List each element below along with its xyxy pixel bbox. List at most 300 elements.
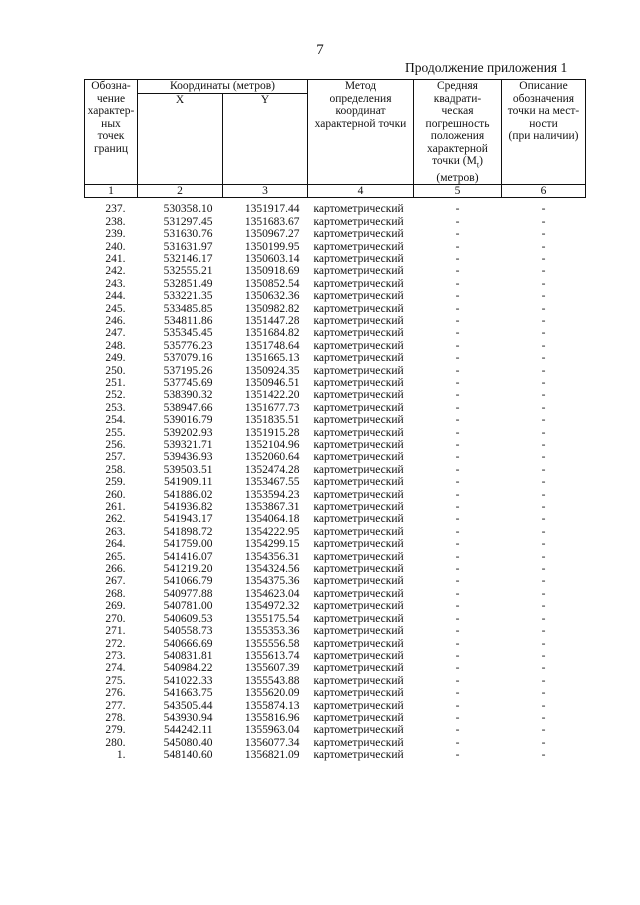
- cell-method: картометрический: [313, 401, 404, 414]
- cell-description: -: [541, 563, 546, 576]
- table-row: [85, 402, 586, 414]
- column-number-1: 1: [85, 185, 138, 198]
- cell-mean-error: -: [455, 327, 460, 340]
- cell-method: картометрический: [313, 339, 404, 352]
- cell-coord-y: 1354324.56: [244, 563, 300, 576]
- table-row: [85, 675, 586, 687]
- cell-coord-y: 1351447.28: [244, 314, 300, 327]
- cell-coord-x: 533485.85: [163, 302, 213, 315]
- cell-point-id: 264.: [105, 538, 126, 551]
- cell-coord-y: 1353594.23: [244, 488, 300, 501]
- cell-description: -: [541, 687, 546, 700]
- cell-coord-x: 543930.94: [163, 711, 213, 724]
- cell-method: картометрический: [313, 538, 404, 551]
- cell-mean-error: -: [455, 352, 460, 365]
- cell-coord-y: 1355874.13: [244, 699, 300, 712]
- cell-method: картометрический: [313, 376, 404, 389]
- cell-mean-error: -: [455, 314, 460, 327]
- cell-point-id: 238.: [105, 215, 126, 228]
- cell-method: картометрический: [313, 265, 404, 278]
- cell-point-id: 256.: [105, 439, 126, 452]
- cell-coord-y: 1355543.88: [244, 674, 300, 687]
- cell-coord-y: 1355963.04: [244, 724, 300, 737]
- cell-coord-x: 531631.97: [163, 240, 213, 253]
- table-row: [85, 638, 586, 650]
- cell-method: картометрический: [313, 302, 404, 315]
- cell-point-id: 280.: [105, 736, 126, 749]
- cell-method: картометрический: [313, 724, 404, 737]
- cell-point-id: 273.: [105, 649, 126, 662]
- cell-method: картометрический: [313, 625, 404, 638]
- cell-method: картометрический: [313, 352, 404, 365]
- cell-coord-x: 541022.33: [163, 674, 213, 687]
- cell-description: -: [541, 600, 546, 613]
- cell-mean-error: -: [455, 290, 460, 303]
- cell-mean-error: -: [455, 687, 460, 700]
- cell-method: картометрический: [313, 426, 404, 439]
- cell-point-id: 275.: [105, 674, 126, 687]
- cell-method: картометрический: [313, 389, 404, 402]
- table-row: [85, 315, 586, 327]
- cell-method: картометрический: [313, 600, 404, 613]
- cell-point-id: 243.: [105, 277, 126, 290]
- header-description: [502, 80, 586, 185]
- cell-description: -: [541, 339, 546, 352]
- cell-description: -: [541, 352, 546, 365]
- cell-method: картометрический: [313, 575, 404, 588]
- cell-description: -: [541, 575, 546, 588]
- cell-method: картометрический: [313, 228, 404, 241]
- cell-method: картометрический: [313, 414, 404, 427]
- cell-point-id: 276.: [105, 687, 126, 700]
- cell-mean-error: -: [455, 538, 460, 551]
- cell-point-id: 250.: [105, 364, 126, 377]
- cell-method: картометрический: [313, 699, 404, 712]
- cell-coord-x: 541886.02: [163, 488, 213, 501]
- cell-coord-x: 541663.75: [163, 687, 213, 700]
- cell-mean-error: -: [455, 476, 460, 489]
- cell-point-id: 1.: [116, 749, 126, 762]
- cell-coord-y: 1351915.28: [244, 426, 300, 439]
- cell-point-id: 254.: [105, 414, 126, 427]
- cell-point-id: 263.: [105, 525, 126, 538]
- cell-mean-error: -: [455, 711, 460, 724]
- cell-mean-error: -: [455, 699, 460, 712]
- cell-mean-error: -: [455, 203, 460, 216]
- table-row: [85, 278, 586, 290]
- cell-mean-error: -: [455, 339, 460, 352]
- cell-description: -: [541, 228, 546, 241]
- cell-description: -: [541, 401, 546, 414]
- cell-point-id: 242.: [105, 265, 126, 278]
- table-row: [85, 228, 586, 240]
- cell-description: -: [541, 587, 546, 600]
- cell-coord-x: 545080.40: [163, 736, 213, 749]
- table-row: [85, 377, 586, 389]
- cell-coord-y: 1354222.95: [244, 525, 300, 538]
- cell-coord-x: 541759.00: [163, 538, 213, 551]
- cell-coord-y: 1354356.31: [244, 550, 300, 563]
- cell-description: -: [541, 625, 546, 638]
- cell-method: картометрический: [313, 749, 404, 762]
- cell-mean-error: -: [455, 550, 460, 563]
- cell-mean-error: -: [455, 265, 460, 278]
- cell-mean-error: -: [455, 389, 460, 402]
- table-row: [85, 513, 586, 525]
- table-row: [85, 588, 586, 600]
- cell-point-id: 246.: [105, 314, 126, 327]
- cell-method: картометрический: [313, 587, 404, 600]
- cell-description: -: [541, 314, 546, 327]
- cell-coord-x: 541898.72: [163, 525, 213, 538]
- header-method-text: Метод определения координат характерной точки: [314, 80, 407, 130]
- header-error: [414, 80, 502, 185]
- table-row: [85, 625, 586, 637]
- cell-mean-error: -: [455, 376, 460, 389]
- cell-coord-y: 1355556.58: [244, 637, 300, 650]
- table-row: [85, 198, 586, 216]
- cell-method: картометрический: [313, 203, 404, 216]
- continuation-note: Продолжение приложения 1: [405, 60, 568, 75]
- header-y: Y: [223, 94, 308, 185]
- cell-description: -: [541, 501, 546, 514]
- cell-coord-y: 1355607.39: [244, 662, 300, 675]
- table-row: [85, 389, 586, 401]
- cell-description: -: [541, 736, 546, 749]
- cell-description: -: [541, 711, 546, 724]
- boundary-points-table: [84, 79, 586, 762]
- cell-point-id: 257.: [105, 451, 126, 464]
- table-row: [85, 563, 586, 575]
- cell-point-id: 245.: [105, 302, 126, 315]
- cell-description: -: [541, 674, 546, 687]
- cell-coord-y: 1353867.31: [244, 501, 300, 514]
- cell-point-id: 262.: [105, 513, 126, 526]
- cell-point-id: 260.: [105, 488, 126, 501]
- page-number: 7: [316, 42, 324, 58]
- cell-mean-error: -: [455, 625, 460, 638]
- cell-point-id: 252.: [105, 389, 126, 402]
- cell-point-id: 248.: [105, 339, 126, 352]
- cell-description: -: [541, 749, 546, 762]
- cell-method: картометрический: [313, 711, 404, 724]
- cell-description: -: [541, 265, 546, 278]
- cell-mean-error: -: [455, 215, 460, 228]
- cell-coord-y: 1354375.36: [244, 575, 300, 588]
- cell-description: -: [541, 488, 546, 501]
- cell-coord-x: 537079.16: [163, 352, 213, 365]
- cell-coord-y: 1352474.28: [244, 463, 300, 476]
- cell-coord-y: 1351683.67: [244, 215, 300, 228]
- table-row: [85, 551, 586, 563]
- cell-coord-x: 541066.79: [163, 575, 213, 588]
- table-row: [85, 687, 586, 699]
- cell-description: -: [541, 612, 546, 625]
- cell-coord-y: 1350924.35: [244, 364, 300, 377]
- cell-mean-error: -: [455, 240, 460, 253]
- cell-coord-x: 541416.07: [163, 550, 213, 563]
- cell-coord-y: 1350199.95: [244, 240, 300, 253]
- cell-point-id: 241.: [105, 252, 126, 265]
- cell-coord-x: 540831.81: [163, 649, 213, 662]
- cell-coord-x: 540781.00: [163, 600, 213, 613]
- column-number-2: 2: [138, 185, 223, 198]
- cell-coord-x: 535776.23: [163, 339, 213, 352]
- table-row: [85, 352, 586, 364]
- cell-method: картометрический: [313, 364, 404, 377]
- cell-coord-y: 1355816.96: [244, 711, 300, 724]
- cell-method: картометрический: [313, 736, 404, 749]
- cell-coord-y: 1351748.64: [244, 339, 300, 352]
- cell-mean-error: -: [455, 364, 460, 377]
- cell-method: картометрический: [313, 327, 404, 340]
- table-row: [85, 600, 586, 612]
- cell-method: картометрический: [313, 463, 404, 476]
- cell-coord-y: 1350632.36: [244, 290, 300, 303]
- cell-point-id: 272.: [105, 637, 126, 650]
- cell-mean-error: -: [455, 662, 460, 675]
- table-row: [85, 538, 586, 550]
- cell-mean-error: -: [455, 451, 460, 464]
- column-number-6: 6: [502, 185, 586, 198]
- table-row: [85, 414, 586, 426]
- cell-description: -: [541, 451, 546, 464]
- cell-point-id: 247.: [105, 327, 126, 340]
- cell-mean-error: -: [455, 488, 460, 501]
- cell-mean-error: -: [455, 563, 460, 576]
- cell-description: -: [541, 327, 546, 340]
- cell-coord-x: 539436.93: [163, 451, 213, 464]
- cell-coord-y: 1351917.44: [244, 203, 300, 216]
- cell-point-id: 255.: [105, 426, 126, 439]
- cell-coord-y: 1355175.54: [244, 612, 300, 625]
- table-row: [85, 241, 586, 253]
- table-row: [85, 613, 586, 625]
- cell-mean-error: -: [455, 637, 460, 650]
- cell-description: -: [541, 463, 546, 476]
- table-row: [85, 216, 586, 228]
- cell-coord-x: 541219.20: [163, 563, 213, 576]
- table-row: [85, 427, 586, 439]
- cell-mean-error: -: [455, 426, 460, 439]
- table-row: [85, 303, 586, 315]
- cell-coord-y: 1356821.09: [244, 749, 300, 762]
- cell-method: картометрический: [313, 612, 404, 625]
- cell-coord-x: 539016.79: [163, 414, 213, 427]
- cell-coord-x: 531630.76: [163, 228, 213, 241]
- cell-point-id: 253.: [105, 401, 126, 414]
- cell-coord-y: 1351677.73: [244, 401, 300, 414]
- cell-method: картометрический: [313, 525, 404, 538]
- cell-point-id: 259.: [105, 476, 126, 489]
- cell-method: картометрический: [313, 563, 404, 576]
- cell-coord-x: 539503.51: [163, 463, 213, 476]
- header-method: [308, 80, 414, 185]
- cell-coord-x: 539202.93: [163, 426, 213, 439]
- cell-mean-error: -: [455, 749, 460, 762]
- table-row: [85, 526, 586, 538]
- cell-description: -: [541, 476, 546, 489]
- cell-mean-error: -: [455, 587, 460, 600]
- table-row: [85, 712, 586, 724]
- cell-description: -: [541, 389, 546, 402]
- cell-mean-error: -: [455, 501, 460, 514]
- cell-method: картометрический: [313, 550, 404, 563]
- cell-coord-x: 535345.45: [163, 327, 213, 340]
- table-row: [85, 575, 586, 587]
- cell-point-id: 244.: [105, 290, 126, 303]
- header-designation: [85, 80, 138, 185]
- cell-coord-y: 1355620.09: [244, 687, 300, 700]
- table-row: [85, 464, 586, 476]
- cell-point-id: 278.: [105, 711, 126, 724]
- cell-point-id: 265.: [105, 550, 126, 563]
- cell-method: картометрический: [313, 637, 404, 650]
- cell-description: -: [541, 439, 546, 452]
- header-description-text: Описание обозначения точки на мест- ности (при наличии): [507, 80, 580, 142]
- cell-description: -: [541, 277, 546, 290]
- table-row: [85, 253, 586, 265]
- cell-coord-y: 1354623.04: [244, 587, 300, 600]
- cell-mean-error: -: [455, 575, 460, 588]
- cell-coord-y: 1350918.69: [244, 265, 300, 278]
- cell-point-id: 271.: [105, 625, 126, 638]
- cell-coord-x: 541909.11: [164, 476, 213, 489]
- header-error-text: Средняя квадрати- ческая погрешность положения характерной точки $(M_t)$ (метров): [425, 80, 490, 184]
- cell-point-id: 249.: [105, 352, 126, 365]
- cell-coord-x: 532555.21: [163, 265, 213, 278]
- cell-coord-y: 1351422.20: [244, 389, 300, 402]
- table-row: [85, 365, 586, 377]
- cell-method: картометрический: [313, 662, 404, 675]
- cell-method: картометрический: [313, 488, 404, 501]
- cell-description: -: [541, 215, 546, 228]
- cell-point-id: 279.: [105, 724, 126, 737]
- cell-coord-x: 532146.17: [163, 252, 213, 265]
- table-row: [85, 439, 586, 451]
- header-x: X: [138, 94, 223, 185]
- cell-coord-x: 534811.86: [164, 314, 213, 327]
- cell-point-id: 239.: [105, 228, 126, 241]
- cell-mean-error: -: [455, 612, 460, 625]
- cell-mean-error: -: [455, 439, 460, 452]
- cell-method: картометрический: [313, 674, 404, 687]
- cell-coord-y: 1352104.96: [244, 439, 300, 452]
- cell-mean-error: -: [455, 302, 460, 315]
- cell-point-id: 261.: [105, 501, 126, 514]
- cell-coord-y: 1354972.32: [244, 600, 300, 613]
- table-row: [85, 340, 586, 352]
- column-number-5: 5: [414, 185, 502, 198]
- cell-coord-x: 541936.82: [163, 501, 213, 514]
- cell-coord-y: 1354064.18: [244, 513, 300, 526]
- cell-method: картометрический: [313, 277, 404, 290]
- cell-coord-y: 1352060.64: [244, 451, 300, 464]
- table-row: [85, 650, 586, 662]
- table-row: [85, 700, 586, 712]
- cell-mean-error: -: [455, 277, 460, 290]
- cell-method: картометрический: [313, 252, 404, 265]
- cell-mean-error: -: [455, 724, 460, 737]
- cell-coord-x: 532851.49: [163, 277, 213, 290]
- cell-coord-x: 540984.22: [163, 662, 213, 675]
- cell-description: -: [541, 513, 546, 526]
- cell-description: -: [541, 649, 546, 662]
- cell-description: -: [541, 290, 546, 303]
- cell-coord-x: 531297.45: [163, 215, 213, 228]
- cell-coord-y: 1356077.34: [244, 736, 300, 749]
- cell-description: -: [541, 699, 546, 712]
- cell-mean-error: -: [455, 600, 460, 613]
- cell-method: картометрический: [313, 687, 404, 700]
- cell-point-id: 237.: [105, 203, 126, 216]
- cell-description: -: [541, 414, 546, 427]
- cell-point-id: 251.: [105, 376, 126, 389]
- cell-point-id: 267.: [105, 575, 126, 588]
- cell-point-id: 274.: [105, 662, 126, 675]
- cell-method: картометрический: [313, 649, 404, 662]
- cell-coord-y: 1353467.55: [244, 476, 300, 489]
- cell-description: -: [541, 203, 546, 216]
- cell-description: -: [541, 662, 546, 675]
- table-row: [85, 451, 586, 463]
- cell-mean-error: -: [455, 401, 460, 414]
- cell-description: -: [541, 525, 546, 538]
- table-row: [85, 501, 586, 513]
- cell-coord-y: 1351835.51: [244, 414, 300, 427]
- cell-coord-y: 1351665.13: [244, 352, 300, 365]
- cell-mean-error: -: [455, 513, 460, 526]
- cell-method: картометрический: [313, 501, 404, 514]
- table-row: [85, 327, 586, 339]
- cell-coord-x: 539321.71: [163, 439, 213, 452]
- table-row: [85, 476, 586, 488]
- cell-mean-error: -: [455, 736, 460, 749]
- cell-point-id: 277.: [105, 699, 126, 712]
- cell-mean-error: -: [455, 463, 460, 476]
- cell-coord-x: 544242.11: [164, 724, 213, 737]
- cell-description: -: [541, 364, 546, 377]
- cell-coord-y: 1350603.14: [244, 252, 300, 265]
- cell-description: -: [541, 724, 546, 737]
- cell-description: -: [541, 252, 546, 265]
- cell-point-id: 266.: [105, 563, 126, 576]
- cell-coord-x: 533221.35: [163, 290, 213, 303]
- cell-description: -: [541, 426, 546, 439]
- cell-point-id: 240.: [105, 240, 126, 253]
- cell-coord-y: 1355353.36: [244, 625, 300, 638]
- cell-coord-y: 1350946.51: [244, 376, 300, 389]
- cell-coord-x: 541943.17: [163, 513, 213, 526]
- cell-method: картометрический: [313, 215, 404, 228]
- cell-coord-y: 1355613.74: [244, 649, 300, 662]
- cell-mean-error: -: [455, 674, 460, 687]
- cell-coord-x: 537745.69: [163, 376, 213, 389]
- cell-mean-error: -: [455, 228, 460, 241]
- column-numbers-row: [85, 185, 586, 198]
- cell-coord-x: 543505.44: [163, 699, 213, 712]
- cell-description: -: [541, 538, 546, 551]
- table-row: [85, 290, 586, 302]
- cell-description: -: [541, 550, 546, 563]
- table-row: [85, 724, 586, 736]
- cell-coord-x: 530358.10: [163, 203, 213, 216]
- cell-method: картометрический: [313, 290, 404, 303]
- cell-method: картометрический: [313, 439, 404, 452]
- cell-method: картометрический: [313, 513, 404, 526]
- column-number-4: 4: [308, 185, 414, 198]
- cell-method: картометрический: [313, 314, 404, 327]
